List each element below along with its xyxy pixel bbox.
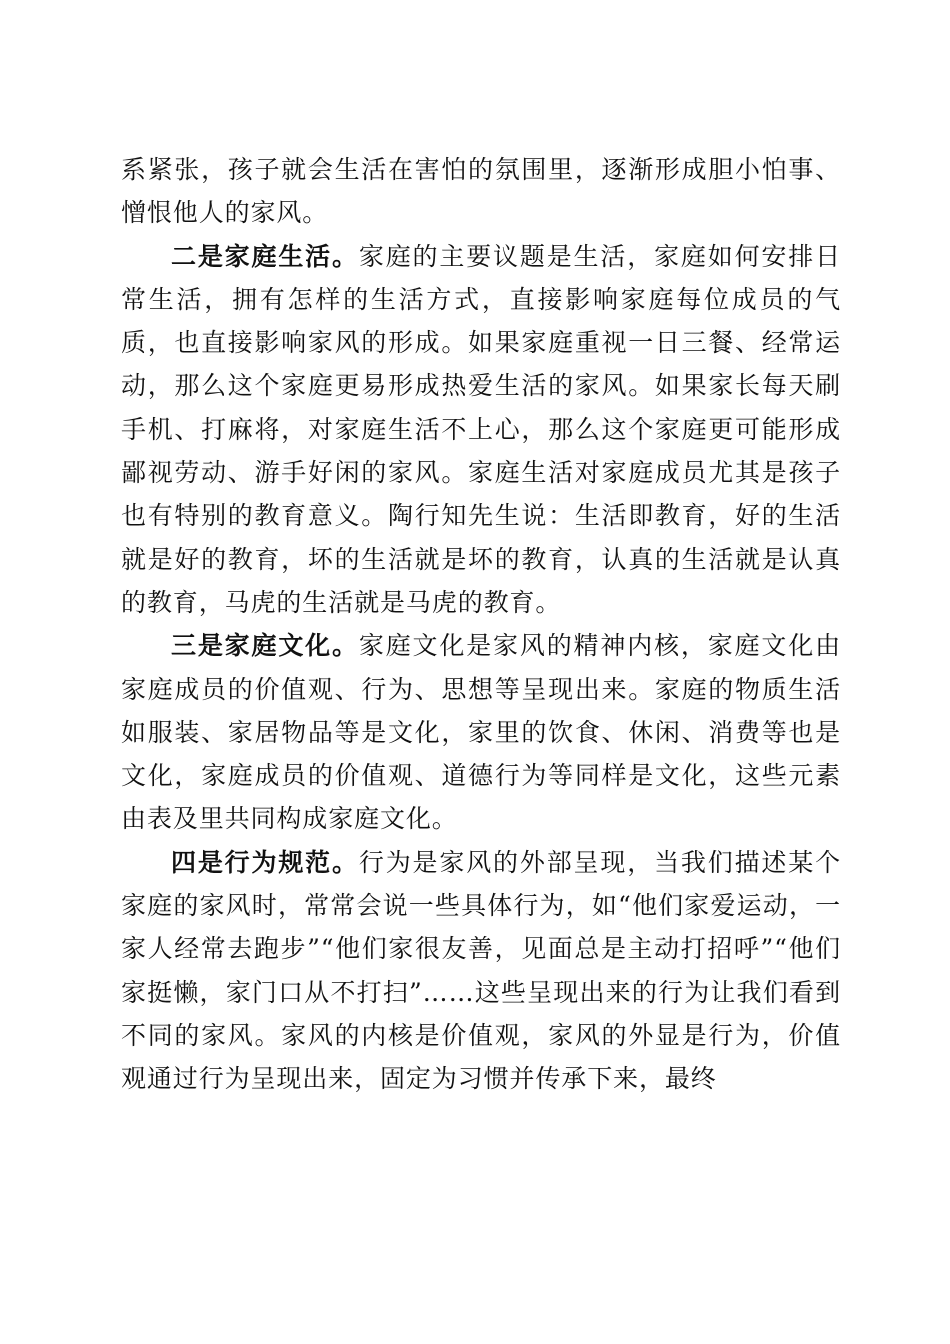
paragraph-behavior-norms (121, 841, 841, 1101)
paragraph-lead: 三是家庭文化。 (171, 631, 359, 661)
paragraph-lead: 四是行为规范。 (171, 847, 359, 877)
paragraph-family-life (121, 235, 841, 625)
paragraph-text: 系紧张，孩子就会生活在害怕的氛围里，逐渐形成胆小怕事、憎恨他人的家风。 (121, 155, 841, 228)
paragraph-continuation (121, 148, 841, 235)
paragraph-lead: 二是家庭生活。 (171, 241, 359, 271)
paragraph-family-culture (121, 624, 841, 840)
paragraph-text: 行为是家风的外部呈现，当我们描述某个家庭的家风时，常常会说一些具体行为，如“他们家爱运动，一家人经常去跑步”“他们家很友善，见面总是主动打招呼”“他们家挺懒，家门口从不打扫”……这些呈现出来的行为让我们看到不同的家风。家风的内核是价值观，家风的外显是行为，价值观通过行为呈现出来，固定为习惯并传承下来，最终 (121, 847, 841, 1094)
paragraph-text: 家庭文化是家风的精神内核，家庭文化由家庭成员的价值观、行为、思想等呈现出来。家庭的物质生活如服装、家居物品等是文化，家里的饮食、休闲、消费等也是文化，家庭成员的价值观、道德行为等同样是文化，这些元素由表及里共同构成家庭文化。 (121, 631, 841, 834)
document-body (121, 148, 841, 1101)
paragraph-text: 家庭的主要议题是生活，家庭如何安排日常生活，拥有怎样的生活方式，直接影响家庭每位成员的气质，也直接影响家风的形成。如果家庭重视一日三餐、经常运动，那么这个家庭更易形成热爱生活的家风。如果家长每天刷手机、打麻将，对家庭生活不上心，那么这个家庭更可能形成鄙视劳动、游手好闲的家风。家庭生活对家庭成员尤其是孩子也有特别的教育意义。陶行知先生说：生活即教育，好的生活就是好的教育，坏的生活就是坏的教育，认真的生活就是认真的教育，马虎的生活就是马虎的教育。 (121, 241, 841, 617)
